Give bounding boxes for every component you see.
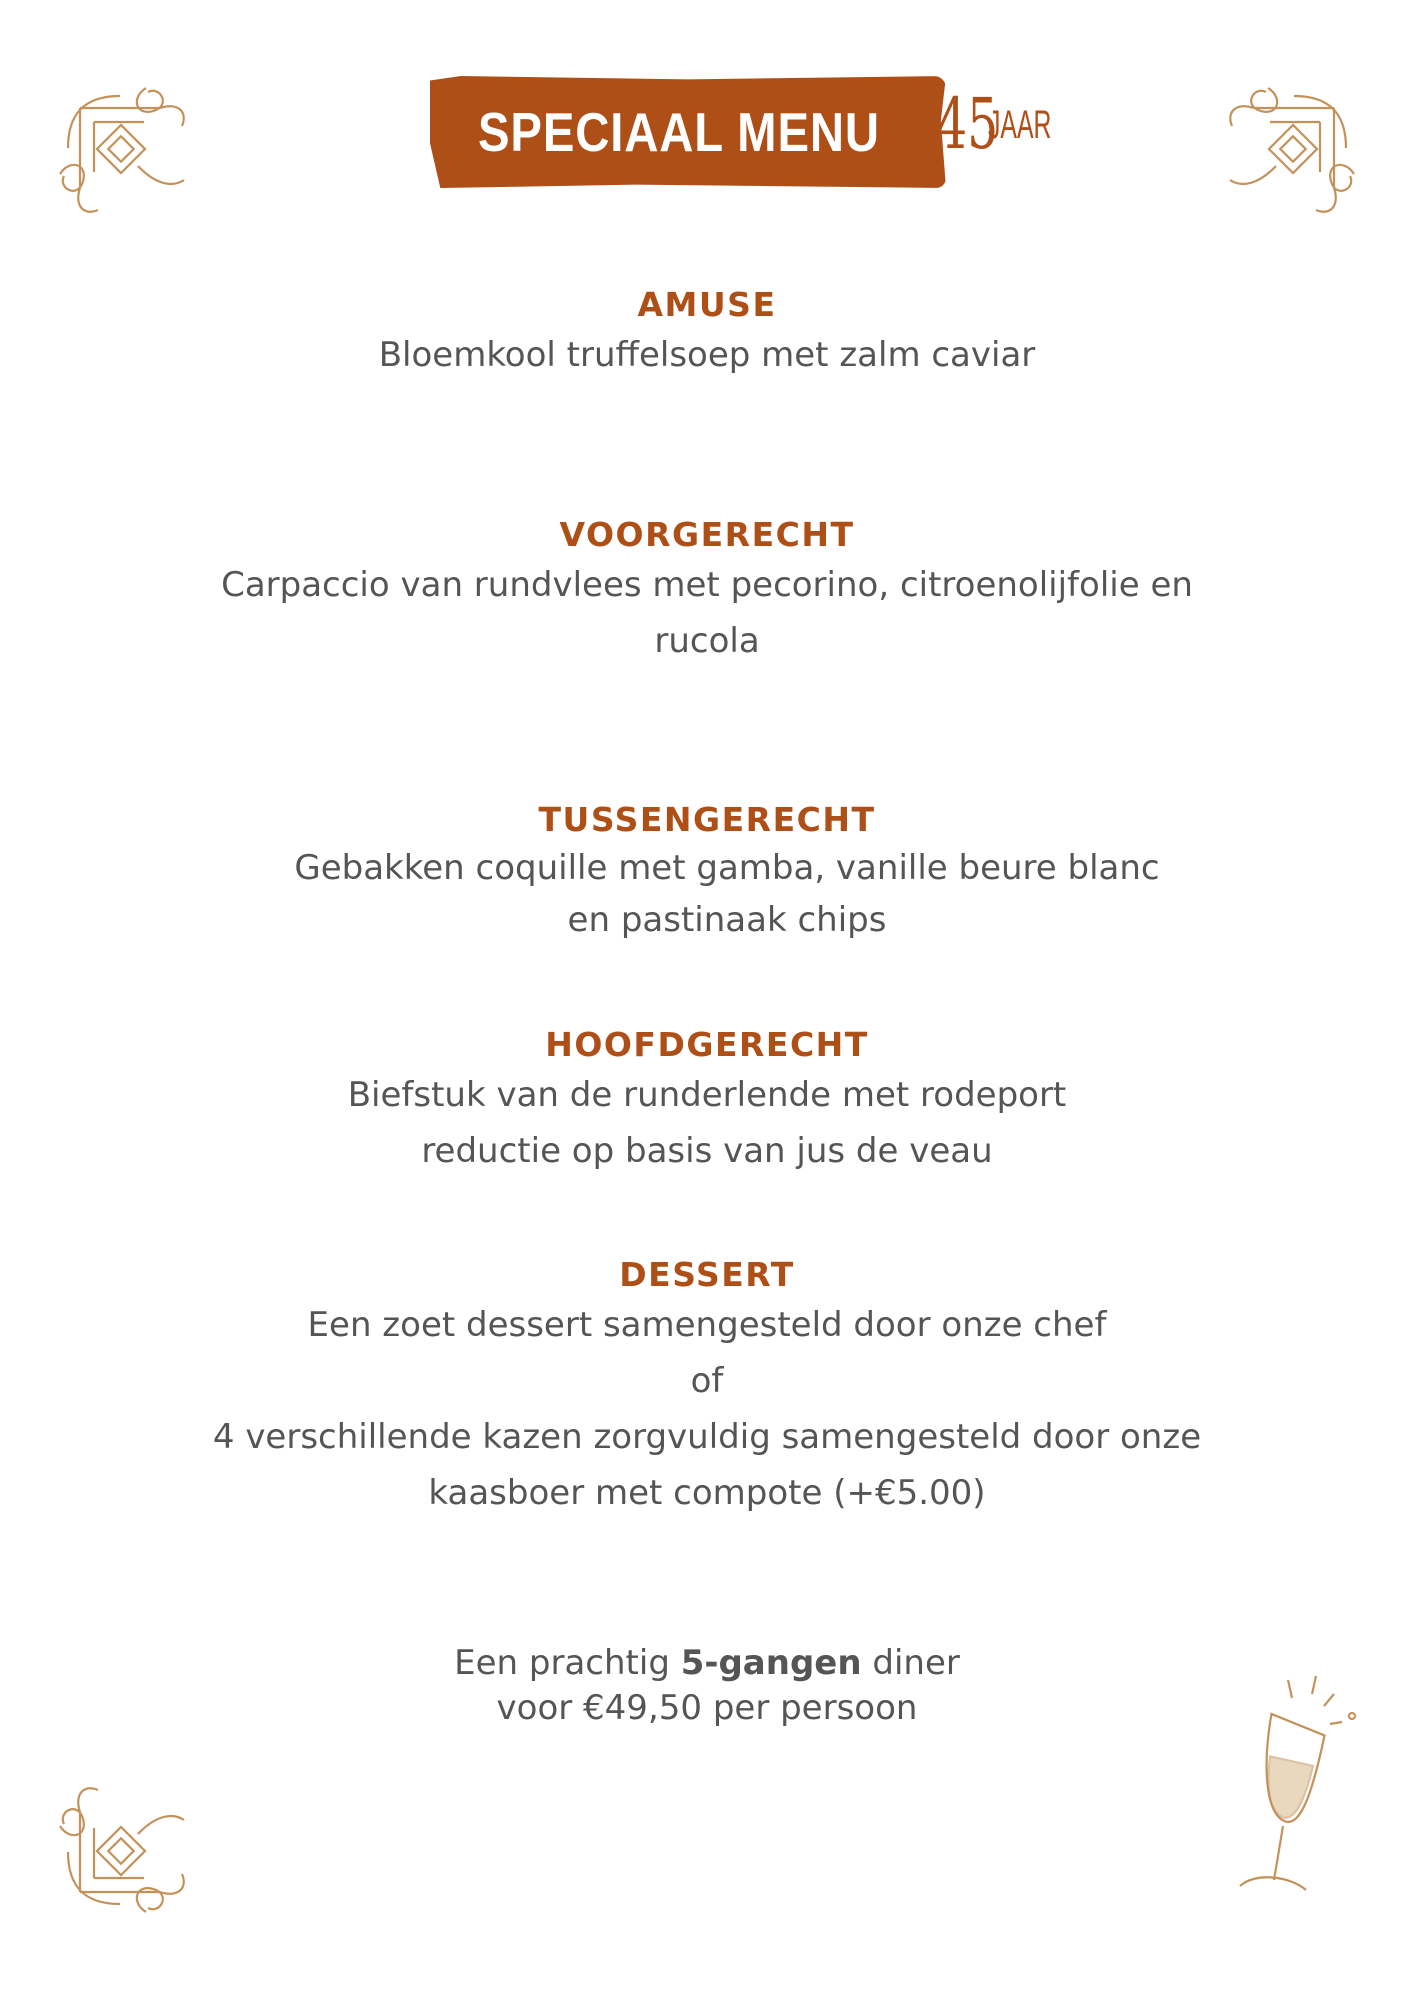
course-description: rucola <box>654 621 760 661</box>
course-voorgerecht <box>180 513 1234 669</box>
course-tussengerecht <box>180 798 1234 946</box>
course-description: en pastinaak chips <box>567 900 887 940</box>
course-dessert <box>180 1253 1234 1521</box>
price-line-2: voor €49,50 per persoon <box>496 1688 918 1728</box>
course-description: 4 verschillende kazen zorgvuldig samengesteld door onze <box>212 1417 1202 1457</box>
price-text: Een prachtig <box>454 1643 681 1683</box>
course-heading: DESSERT <box>619 1255 795 1294</box>
menu-title: SPECIAAL MENU <box>478 101 880 163</box>
course-description: Carpaccio van rundvlees met pecorino, citroenolijfolie en <box>221 565 1193 605</box>
course-count: 5-gangen <box>680 1643 862 1683</box>
price-note <box>180 1641 1234 1731</box>
ornament-corner-icon <box>1230 88 1354 212</box>
course-heading: VOORGERECHT <box>559 515 855 554</box>
course-description: Biefstuk van de runderlende met rodeport <box>347 1075 1067 1115</box>
course-description: of <box>690 1361 724 1401</box>
course-heading: TUSSENGERECHT <box>538 800 876 839</box>
course-description: Gebakken coquille met gamba, vanille beure blanc <box>294 848 1160 888</box>
anniversary-number: 45 <box>936 83 999 165</box>
course-amuse <box>180 283 1234 383</box>
course-description: reductie op basis van jus de veau <box>421 1131 993 1171</box>
price-text: diner <box>861 1643 960 1683</box>
course-description: Een zoet dessert samengesteld door onze chef <box>307 1305 1107 1345</box>
anniversary-word: JAAR <box>988 103 1052 147</box>
course-hoofdgerecht <box>180 1023 1234 1179</box>
course-description: Bloemkool truffelsoep met zalm caviar <box>378 335 1036 375</box>
course-heading: AMUSE <box>637 285 777 324</box>
course-heading: HOOFDGERECHT <box>545 1025 869 1064</box>
ornament-corner-icon <box>60 88 184 212</box>
ornament-corner-icon <box>60 1788 184 1912</box>
price-line-1 <box>180 1641 1234 1686</box>
course-description: kaasboer met compote (+€5.00) <box>428 1473 986 1513</box>
champagne-glass-icon <box>1240 1676 1355 1890</box>
